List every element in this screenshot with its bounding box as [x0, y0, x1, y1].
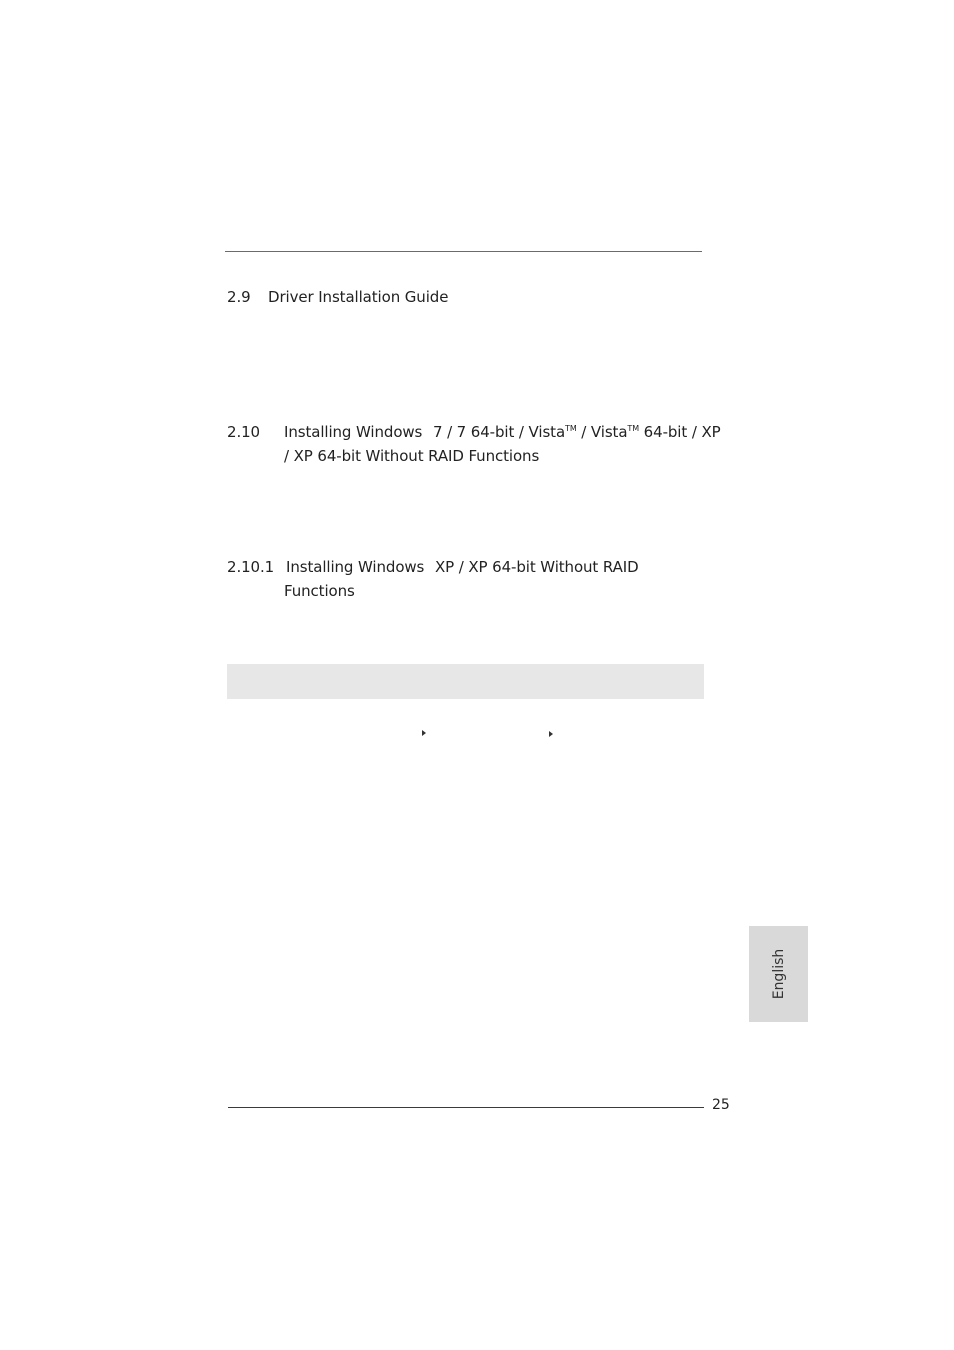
section-heading-2-10 — [227, 420, 721, 468]
section-title-line-2: / XP 64-bit Without RAID Functions — [284, 447, 540, 465]
top-rule — [225, 251, 702, 252]
arrow-right-icon — [549, 731, 553, 737]
language-tab-label: English — [770, 948, 787, 1000]
section-number: 2.10 — [227, 423, 260, 441]
trademark-mark: TM — [565, 424, 577, 433]
title-part: XP / XP 64-bit Without RAID — [434, 558, 639, 576]
section-title-line-2: Functions — [284, 582, 355, 600]
section-title: Driver Installation Guide — [268, 288, 449, 306]
title-part: 7 / 7 64-bit / Vista — [432, 423, 566, 441]
section-number: 2.9 — [227, 288, 251, 306]
title-part: / Vista — [576, 423, 628, 441]
title-part: Installing Windows — [284, 423, 423, 441]
title-part: 64-bit / XP — [639, 423, 721, 441]
shaded-note-bar — [227, 664, 704, 699]
section-title-line-1 — [286, 555, 639, 579]
page-number: 25 — [712, 1097, 730, 1113]
section-number: 2.10.1 — [227, 558, 275, 576]
title-part: Installing Windows — [286, 558, 425, 576]
section-title-line-1 — [284, 420, 721, 444]
section-heading-2-10-1 — [227, 555, 702, 603]
language-tab — [749, 926, 808, 1022]
footer-rule — [228, 1107, 704, 1108]
arrow-right-icon — [422, 730, 426, 736]
trademark-mark: TM — [627, 424, 640, 433]
section-heading-2-9 — [227, 285, 527, 309]
